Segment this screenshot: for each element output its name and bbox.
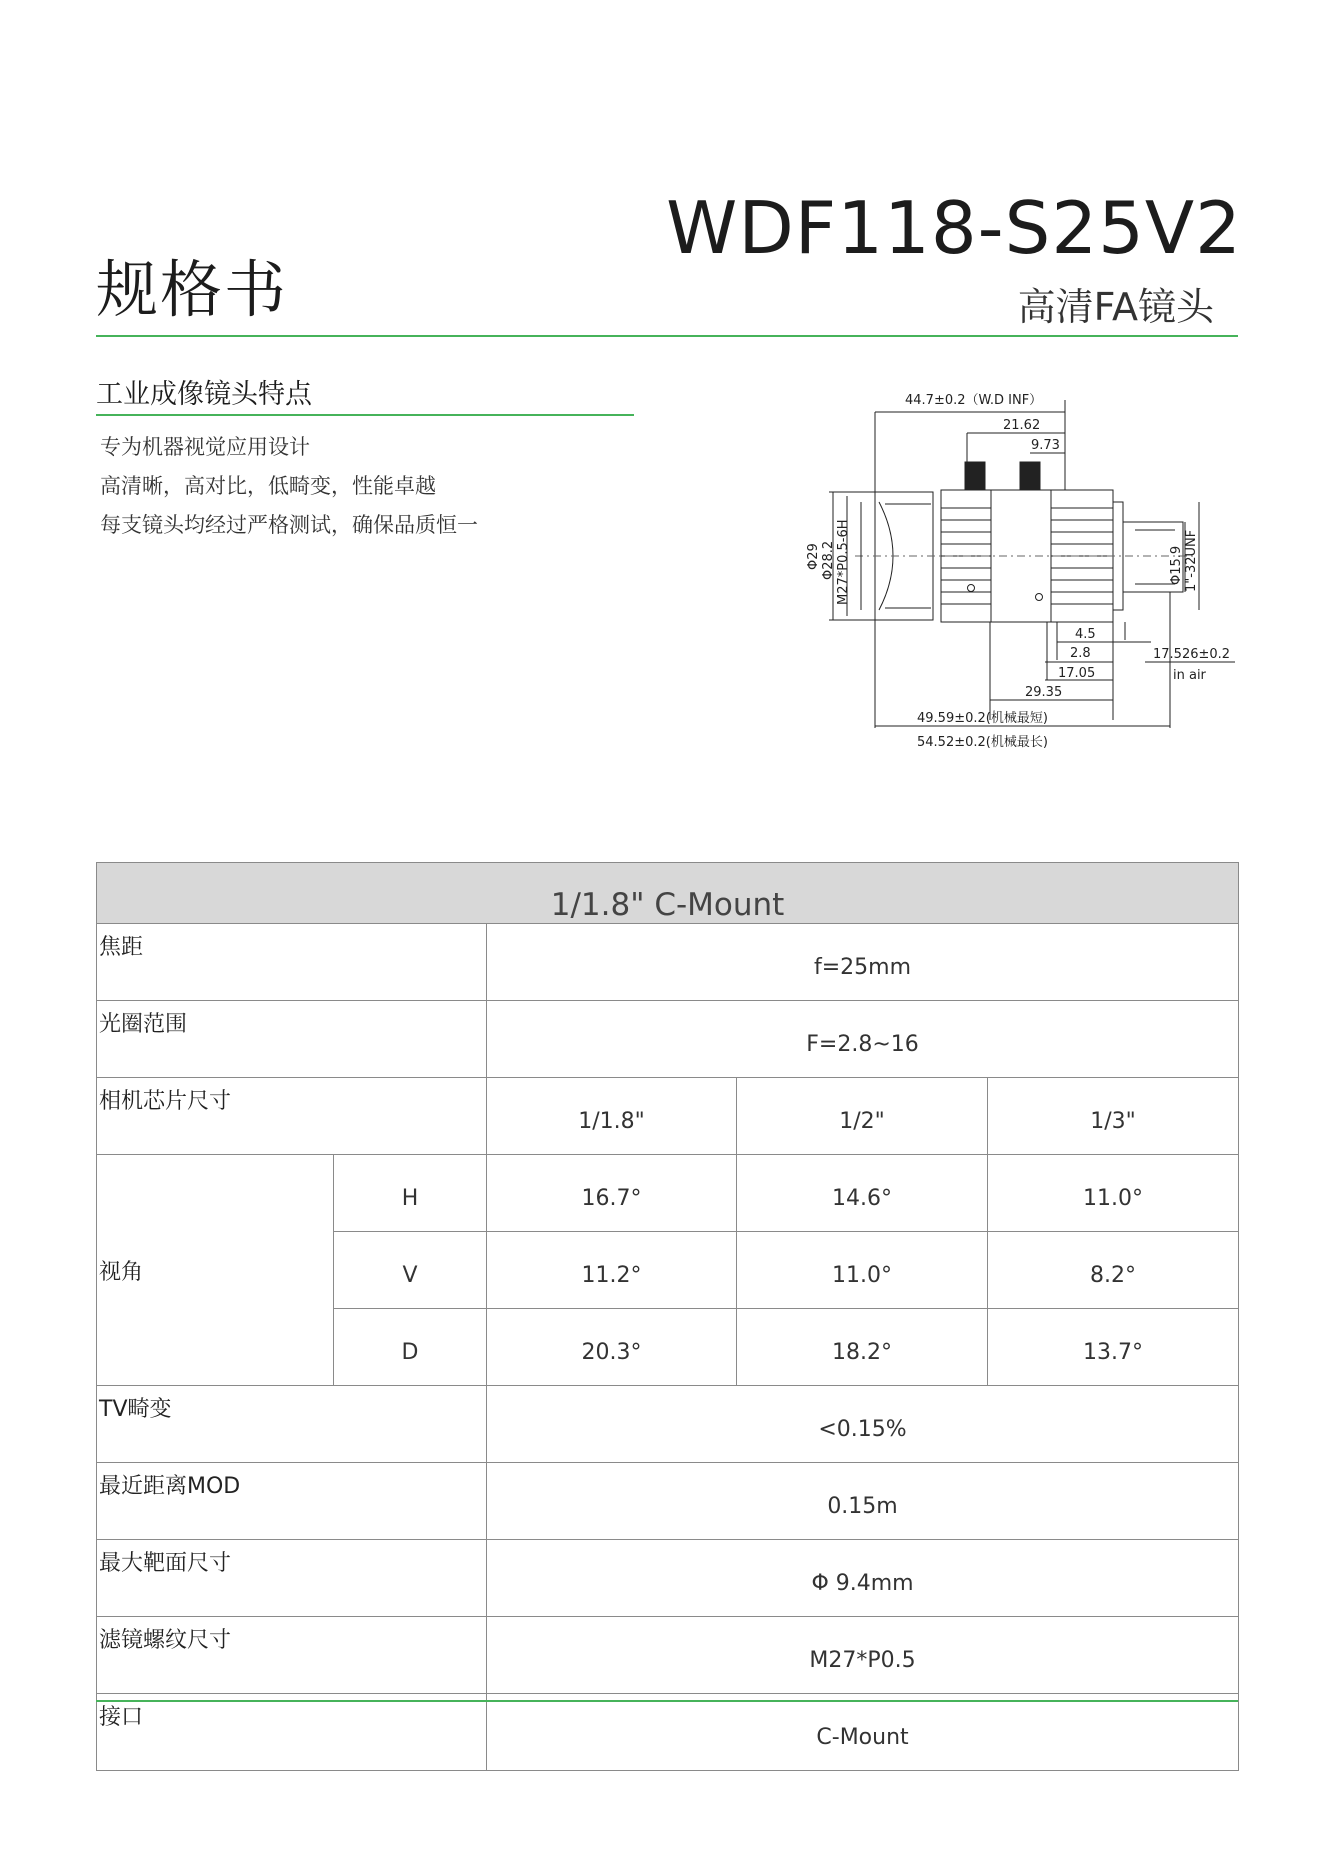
header-divider [96, 335, 1238, 337]
focal-value: f=25mm [487, 924, 1239, 1001]
sensor-label: 相机芯片尺寸 [97, 1078, 487, 1155]
dim-28: 2.8 [1070, 646, 1091, 661]
mount-value: C-Mount [487, 1694, 1239, 1771]
table-row [97, 1540, 1239, 1617]
page-title: 规格书 [96, 253, 289, 326]
aperture-value: F=2.8~16 [487, 1001, 1239, 1078]
fov-value: 16.7° [487, 1155, 737, 1232]
fov-value: 11.0° [737, 1232, 988, 1309]
max-target-value: Φ 9.4mm [487, 1540, 1239, 1617]
footer-divider [96, 1700, 1238, 1702]
dim-973: 9.73 [1031, 438, 1060, 453]
table-row [97, 1155, 1239, 1232]
dim-phi29: Φ29 [806, 543, 821, 570]
table-row [97, 924, 1239, 1001]
fov-axis: D [334, 1309, 487, 1386]
dim-1705: 17.05 [1058, 666, 1096, 681]
fov-value: 20.3° [487, 1309, 737, 1386]
lock-screw [965, 462, 985, 490]
sensor-size: 1/1.8" [487, 1078, 737, 1155]
table-header: 1/1.8" C-Mount [97, 863, 1239, 924]
dim-phi282: Φ28.2 [821, 540, 836, 580]
features-heading: 工业成像镜头特点 [96, 379, 312, 410]
spec-table [96, 862, 1239, 1771]
table-row [97, 1617, 1239, 1694]
table-row [97, 1078, 1239, 1155]
fov-value: 13.7° [988, 1309, 1239, 1386]
table-row [97, 1694, 1239, 1771]
dim-thread: M27*P0.5-6H [836, 519, 851, 605]
tv-distortion-value: <0.15% [487, 1386, 1239, 1463]
sensor-size: 1/3" [988, 1078, 1239, 1155]
fov-value: 14.6° [737, 1155, 988, 1232]
tv-distortion-label: TV畸变 [97, 1386, 487, 1463]
aperture-label: 光圈范围 [97, 1001, 487, 1078]
mod-label: 最近距离MOD [97, 1463, 487, 1540]
sensor-size: 1/2" [737, 1078, 988, 1155]
mount-label: 接口 [97, 1694, 487, 1771]
table-row [97, 1001, 1239, 1078]
fov-value: 18.2° [737, 1309, 988, 1386]
lens-dimension-drawing [795, 380, 1235, 760]
dim-2935: 29.35 [1025, 685, 1063, 700]
table-header-row [97, 863, 1239, 924]
table-row [97, 1386, 1239, 1463]
fov-label: 视角 [97, 1155, 334, 1386]
dim-length-short: 49.59±0.2(机械最短) [917, 711, 1048, 726]
fov-value: 11.0° [988, 1155, 1239, 1232]
dim-flange: 17.526±0.2 [1153, 647, 1231, 662]
model-number: WDF118-S25V2 [666, 186, 1242, 270]
fov-axis: V [334, 1232, 487, 1309]
focal-label: 焦距 [97, 924, 487, 1001]
feature-item: 专为机器视觉应用设计 [100, 435, 310, 459]
fov-value: 8.2° [988, 1232, 1239, 1309]
dim-length-long: 54.52±0.2(机械最长) [917, 735, 1048, 750]
dim-unf: 1"-32UNF [1184, 529, 1199, 592]
lock-screw [1020, 462, 1040, 490]
table-row [97, 1463, 1239, 1540]
mod-value: 0.15m [487, 1463, 1239, 1540]
fov-axis: H [334, 1155, 487, 1232]
feature-item: 每支镜头均经过严格测试，确保品质恒一 [100, 513, 478, 537]
dim-phi159: Φ15.9 [1169, 545, 1184, 585]
dim-2162: 21.62 [1003, 418, 1041, 433]
feature-item: 高清晰，高对比，低畸变，性能卓越 [100, 474, 436, 498]
dim-45: 4.5 [1075, 627, 1096, 642]
model-subtitle: 高清FA镜头 [1017, 285, 1214, 329]
features-divider [96, 414, 634, 416]
dim-in-air: in air [1173, 668, 1206, 683]
filter-thread-value: M27*P0.5 [487, 1617, 1239, 1694]
fov-value: 11.2° [487, 1232, 737, 1309]
max-target-label: 最大靶面尺寸 [97, 1540, 487, 1617]
filter-thread-label: 滤镜螺纹尺寸 [97, 1617, 487, 1694]
dim-wd: 44.7±0.2（W.D INF） [905, 393, 1043, 408]
